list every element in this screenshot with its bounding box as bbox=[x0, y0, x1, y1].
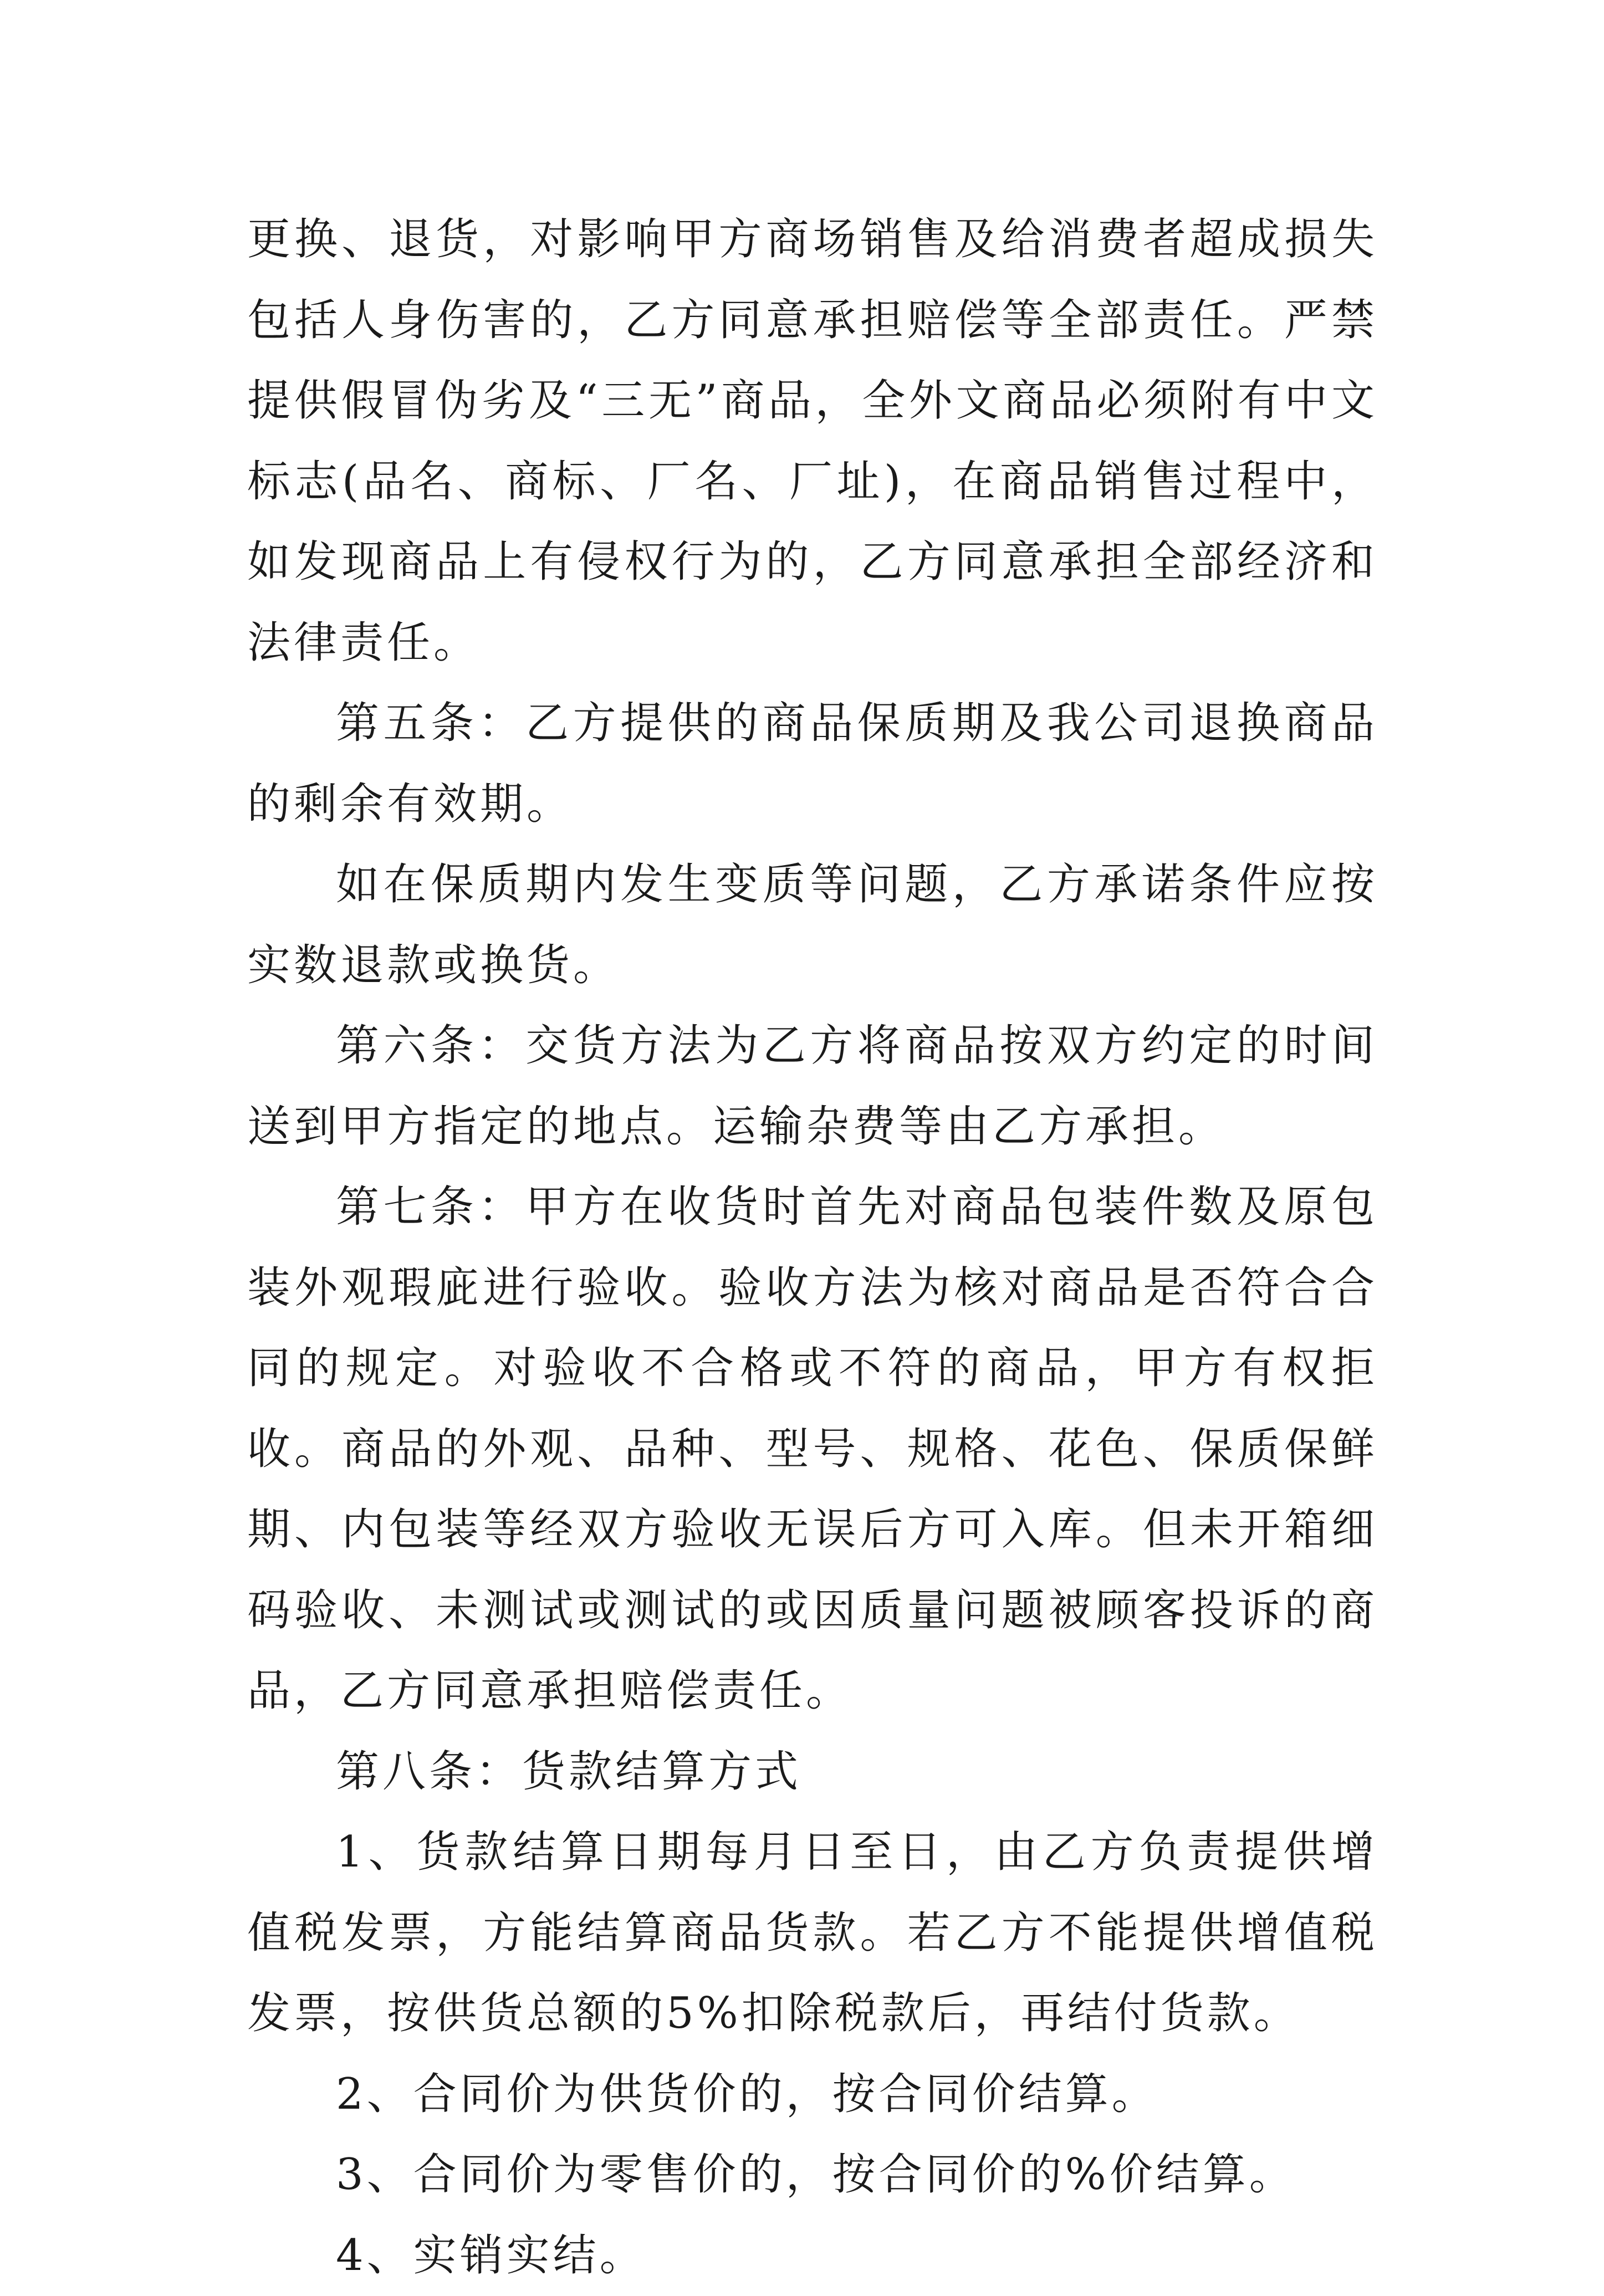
paragraph-settlement-item-2: 2、合同价为供货价的，按合同价结算。 bbox=[247, 2054, 1378, 2135]
paragraph-settlement-item-3: 3、合同价为零售价的，按合同价的%价结算。 bbox=[247, 2135, 1378, 2216]
paragraph-settlement-item-4: 4、实销实结。 bbox=[247, 2216, 1378, 2296]
paragraph-article-5: 第五条：乙方提供的商品保质期及我公司退换商品的剩余有效期。 bbox=[247, 683, 1378, 845]
paragraph-settlement-item-1: 1、货款结算日期每月日至日，由乙方负责提供增值税发票，方能结算商品货款。若乙方不能提供增值税发票，按供货总额的5%扣除税款后，再结付货款。 bbox=[247, 1812, 1378, 2054]
paragraph-shelf-life-refund: 如在保质期内发生变质等问题，乙方承诺条件应按实数退款或换货。 bbox=[247, 845, 1378, 1006]
paragraph-article-8-heading: 第八条：货款结算方式 bbox=[247, 1732, 1378, 1813]
paragraph-article-6: 第六条：交货方法为乙方将商品按双方约定的时间送到甲方指定的地点。运输杂费等由乙方承担。 bbox=[247, 1006, 1378, 1167]
document-body bbox=[247, 200, 1378, 2296]
paragraph-article-7: 第七条：甲方在收货时首先对商品包装件数及原包装外观瑕庛进行验收。验收方法为核对商品是否符合合同的规定。对验收不合格或不符的商品，甲方有权拒收。商品的外观、品种、型号、规格、花色、保质保鲜期、内包装等经双方验收无误后方可入库。但未开箱细码验收、未测试或测试的或因质量问题被顾客投诉的商品，乙方同意承担赔偿责任。 bbox=[247, 1167, 1378, 1732]
paragraph-liability: 更换、退货，对影响甲方商场销售及给消费者超成损失包括人身伤害的，乙方同意承担赔偿等全部责任。严禁提供假冒伪劣及“三无”商品，全外文商品必须附有中文标志(品名、商标、厂名、厂址)，在商品销售过程中，如发现商品上有侵权行为的，乙方同意承担全部经济和法律责任。 bbox=[247, 200, 1378, 683]
